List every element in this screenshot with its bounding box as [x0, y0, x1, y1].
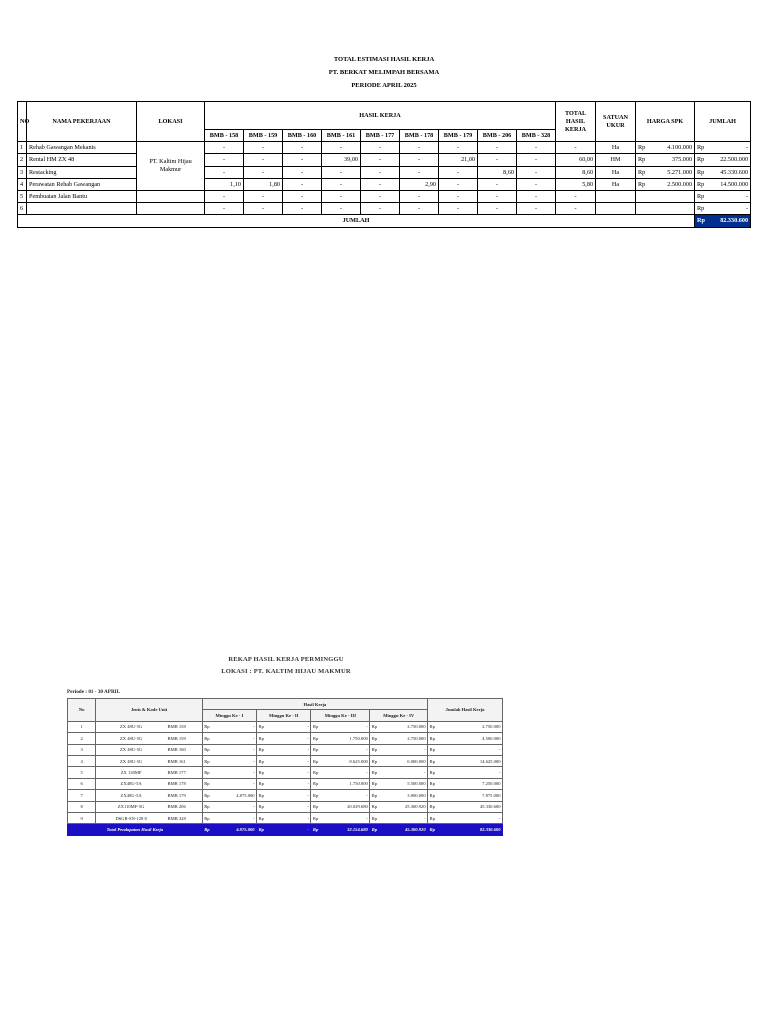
row-nama: Rehab Gawangan Mekanis	[27, 142, 137, 154]
row-satuan	[596, 190, 636, 202]
row-satuan: HM	[596, 154, 636, 166]
row-value: -	[205, 154, 244, 166]
row-value: -	[439, 142, 478, 154]
rekap-jenis: ZX110MF-5G	[96, 801, 166, 812]
unit-header: BMB - 206	[478, 130, 517, 142]
row-satuan	[596, 203, 636, 215]
rekap-jumlah: 45.330.600	[440, 801, 502, 812]
rekap-row	[68, 801, 503, 812]
rekap-no: 6	[68, 778, 96, 789]
rekap-week-value: -	[269, 790, 311, 801]
row-jumlah-rp: Rp	[695, 190, 708, 202]
row-total: -	[556, 142, 596, 154]
row-value: 1,10	[205, 178, 244, 190]
rekap-week-rp: Rp	[370, 801, 382, 812]
row-total: 60,00	[556, 154, 596, 166]
row-value: -	[517, 142, 556, 154]
report-title: TOTAL ESTIMASI HASIL KERJA	[333, 56, 435, 63]
row-harga-rp: Rp	[636, 178, 650, 190]
rekap-jenis: ZX 48U-5G	[96, 733, 166, 744]
rekap-week-value: -	[382, 812, 427, 823]
rekap-jumlah-rp: Rp	[428, 721, 440, 732]
rekap-jumlah: -	[440, 767, 502, 778]
row-jumlah: -	[708, 203, 751, 215]
row-jumlah-rp: Rp	[695, 166, 708, 178]
row-jumlah-rp: Rp	[695, 154, 708, 166]
rekap-jenis: D6GR-SN-128 8	[96, 812, 166, 823]
rekap-total-label: Total Pendapatan Hasil Kerja	[68, 824, 203, 835]
row-harga: 2.500.000	[650, 178, 695, 190]
rekap-total-jumlah-rp: Rp	[428, 824, 440, 835]
rekap-jumlah: 7.875.000	[440, 790, 502, 801]
row-total: -	[556, 203, 596, 215]
row-nama: Rental HM ZX 48	[27, 154, 137, 166]
rekap-no: 4	[68, 755, 96, 766]
row-value: -	[322, 166, 361, 178]
row-harga: 5.271.000	[650, 166, 695, 178]
row-harga-rp: Rp	[636, 166, 650, 178]
rekap-week-value: -	[323, 744, 369, 755]
row-value: -	[244, 154, 283, 166]
rekap-row	[68, 721, 503, 732]
rekap-jenis: ZX 48U-5G	[96, 744, 166, 755]
row-value: -	[322, 190, 361, 202]
row-jumlah-rp: Rp	[695, 203, 708, 215]
rekap-jumlah: 7.250.000	[440, 778, 502, 789]
rekap-col-jenis: Jenis & Kode Unit	[96, 699, 202, 722]
rekap-week-rp: Rp	[311, 733, 323, 744]
rekap-week-rp: Rp	[370, 778, 382, 789]
row-value: -	[478, 178, 517, 190]
rekap-jumlah: 2.750.000	[440, 721, 502, 732]
row-no: 2	[18, 154, 27, 166]
rekap-kode: BMB 328	[166, 812, 202, 823]
row-lokasi-empty	[137, 203, 205, 215]
rekap-periode: Periode : 01 - 30 APRIL	[67, 689, 121, 695]
rekap-week-rp: Rp	[311, 767, 323, 778]
row-value: 21,00	[439, 154, 478, 166]
rekap-week-value: 8.625.000	[323, 755, 369, 766]
rekap-row	[68, 812, 503, 823]
row-harga	[650, 203, 695, 215]
rekap-kode: BMB 179	[166, 790, 202, 801]
row-value: 39,00	[322, 154, 361, 166]
row-value: -	[439, 178, 478, 190]
row-value: -	[244, 190, 283, 202]
col-harga-spk: HARGA SPK	[636, 102, 695, 142]
rekap-week-value: -	[323, 790, 369, 801]
rekap-week-rp: Rp	[202, 755, 214, 766]
row-lokasi-empty	[137, 190, 205, 202]
period-label: PERIODE APRIL 2025	[351, 82, 417, 89]
rekap-week-value: 6.000.000	[382, 755, 427, 766]
table-row	[18, 154, 751, 166]
rekap-week-rp: Rp	[257, 721, 269, 732]
rekap-jumlah-rp: Rp	[428, 744, 440, 755]
table-row	[18, 142, 751, 154]
unit-header: BMB - 161	[322, 130, 361, 142]
rekap-kode: BMB 177	[166, 767, 202, 778]
rekap-jenis: ZX48U-5A	[96, 790, 166, 801]
total-value: 82.330.600	[708, 215, 751, 227]
rekap-week-rp: Rp	[257, 801, 269, 812]
rekap-row	[68, 744, 503, 755]
row-value: -	[517, 166, 556, 178]
row-satuan: Ha	[596, 178, 636, 190]
total-row	[18, 215, 751, 227]
row-value: -	[205, 142, 244, 154]
row-value: -	[205, 203, 244, 215]
row-value: -	[283, 203, 322, 215]
row-harga: 375.000	[650, 154, 695, 166]
rekap-week-rp: Rp	[370, 744, 382, 755]
row-value: -	[439, 190, 478, 202]
rekap-kode: BMB 160	[166, 744, 202, 755]
rekap-week-rp: Rp	[257, 790, 269, 801]
col-lokasi: LOKASI	[137, 102, 205, 142]
rekap-jenis: ZX 48U-5G	[96, 721, 166, 732]
col-jumlah: JUMLAH	[695, 102, 751, 142]
rekap-jumlah-rp: Rp	[428, 778, 440, 789]
table-row	[18, 190, 751, 202]
row-jumlah: 14.500.000	[708, 178, 751, 190]
row-jumlah: 22.500.000	[708, 154, 751, 166]
row-value: 2,90	[400, 178, 439, 190]
row-value: -	[400, 142, 439, 154]
row-value: -	[361, 142, 400, 154]
rekap-jenis: ZX 48U-5G	[96, 755, 166, 766]
rekap-no: 7	[68, 790, 96, 801]
col-hasil-kerja: HASIL KERJA	[205, 102, 556, 130]
rekap-total-week-rp: Rp	[370, 824, 382, 835]
row-harga-rp	[636, 203, 650, 215]
rekap-no: 2	[68, 733, 96, 744]
row-value: -	[517, 178, 556, 190]
row-satuan: Ha	[596, 142, 636, 154]
row-jumlah: -	[708, 142, 751, 154]
row-total: -	[556, 190, 596, 202]
row-value: -	[478, 190, 517, 202]
row-jumlah: 45.330.600	[708, 166, 751, 178]
row-value: -	[244, 142, 283, 154]
row-value: -	[400, 203, 439, 215]
row-value: 1,80	[244, 178, 283, 190]
rekap-week-value: -	[269, 744, 311, 755]
row-no: 1	[18, 142, 27, 154]
rekap-week-rp: Rp	[257, 812, 269, 823]
rekap-no: 5	[68, 767, 96, 778]
row-value: -	[517, 154, 556, 166]
row-harga: 4.100.000	[650, 142, 695, 154]
rekap-week-value: -	[269, 733, 311, 744]
rekap-week-value: -	[323, 721, 369, 732]
rekap-week-value: -	[215, 767, 257, 778]
table-row	[18, 203, 751, 215]
rekap-week-value: -	[215, 755, 257, 766]
row-value: -	[205, 166, 244, 178]
rekap-week-value: 25.300.920	[382, 801, 427, 812]
col-total-hasil: TOTAL HASIL KERJA	[556, 102, 596, 142]
rekap-week-value: -	[382, 767, 427, 778]
rekap-week-rp: Rp	[311, 744, 323, 755]
rekap-week-rp: Rp	[311, 812, 323, 823]
rekap-total-week-value: 4.875.000	[215, 824, 257, 835]
rekap-jumlah-rp: Rp	[428, 733, 440, 744]
week-header: Minggu Ke - II	[257, 710, 311, 721]
rekap-kode: BMB 159	[166, 733, 202, 744]
row-value: -	[361, 203, 400, 215]
rekap-week-rp: Rp	[311, 801, 323, 812]
rekap-no: 9	[68, 812, 96, 823]
row-value: -	[361, 178, 400, 190]
row-harga	[650, 190, 695, 202]
rekap-jumlah: 4.500.000	[440, 733, 502, 744]
row-value: -	[478, 142, 517, 154]
rekap-week-rp: Rp	[202, 812, 214, 823]
week-header: Minggu Ke - III	[311, 710, 370, 721]
rekap-no: 3	[68, 744, 96, 755]
total-label: JUMLAH	[18, 215, 695, 227]
row-value: -	[439, 203, 478, 215]
row-value: -	[283, 190, 322, 202]
rekap-no: 1	[68, 721, 96, 732]
rekap-week-value: 1.750.000	[323, 778, 369, 789]
unit-header: BMB - 328	[517, 130, 556, 142]
row-value: -	[517, 190, 556, 202]
rekap-total-week-value: -	[269, 824, 311, 835]
rekap-week-rp: Rp	[311, 755, 323, 766]
rekap-total-week-rp: Rp	[257, 824, 269, 835]
row-lokasi: PT. Kaltim Hijau Makmur	[137, 142, 205, 191]
rekap-week-value: 20.029.680	[323, 801, 369, 812]
row-no: 4	[18, 178, 27, 190]
row-value: -	[283, 178, 322, 190]
rekap-week-value: -	[269, 812, 311, 823]
rekap-row	[68, 778, 503, 789]
rekap-week-rp: Rp	[257, 778, 269, 789]
unit-header: BMB - 160	[283, 130, 322, 142]
rekap-week-value: -	[382, 744, 427, 755]
rekap-total-row	[68, 824, 503, 835]
rekap-week-value: 2.750.000	[382, 721, 427, 732]
row-no: 5	[18, 190, 27, 202]
rekap-col-jumlah: Jumlah Hasil Kerja	[428, 699, 503, 722]
rekap-week-rp: Rp	[311, 778, 323, 789]
rekap-week-rp: Rp	[370, 767, 382, 778]
col-nama-pekerjaan: NAMA PEKERJAAN	[27, 102, 137, 142]
row-value: -	[361, 166, 400, 178]
rekap-week-value: 4.875.000	[215, 790, 257, 801]
rekap-week-value: -	[269, 755, 311, 766]
rekap-week-rp: Rp	[202, 801, 214, 812]
rekap-kode: BMB 178	[166, 778, 202, 789]
rekap-jenis: ZX 130MF	[96, 767, 166, 778]
row-nama: Pembuatan Jalan Bantu	[27, 190, 137, 202]
rekap-week-value: 2.750.000	[382, 733, 427, 744]
row-harga-rp: Rp	[636, 154, 650, 166]
rekap-week-value: -	[215, 721, 257, 732]
rekap-jumlah: -	[440, 812, 502, 823]
rekap-week-value: -	[215, 812, 257, 823]
row-value: -	[400, 154, 439, 166]
rekap-week-value: -	[269, 721, 311, 732]
rekap-week-value: -	[269, 801, 311, 812]
rekap-kode: BMB 161	[166, 755, 202, 766]
rekap-week-value: -	[269, 767, 311, 778]
row-value: -	[283, 142, 322, 154]
unit-header: BMB - 178	[400, 130, 439, 142]
row-no: 6	[18, 203, 27, 215]
row-value: -	[439, 166, 478, 178]
row-value: -	[322, 142, 361, 154]
rekap-week-rp: Rp	[370, 812, 382, 823]
rekap-week-rp: Rp	[370, 721, 382, 732]
rekap-row	[68, 755, 503, 766]
rekap-row	[68, 790, 503, 801]
rekap-week-value: -	[215, 733, 257, 744]
rekap-week-value: -	[323, 767, 369, 778]
rekap-col-no: No	[68, 699, 96, 722]
row-total: 8,60	[556, 166, 596, 178]
week-header: Minggu Ke - IV	[370, 710, 428, 721]
row-jumlah-rp: Rp	[695, 178, 708, 190]
rekap-week-rp: Rp	[311, 790, 323, 801]
rekap-week-rp: Rp	[370, 790, 382, 801]
row-nama: Perawatan Rehab Gawangan	[27, 178, 137, 190]
row-value: -	[322, 178, 361, 190]
rekap-no: 8	[68, 801, 96, 812]
rekap-col-hasil: Hasil Kerja	[202, 699, 427, 710]
row-value: -	[400, 190, 439, 202]
row-value: -	[400, 166, 439, 178]
table-row	[18, 166, 751, 178]
unit-header: BMB - 179	[439, 130, 478, 142]
table-row	[18, 178, 751, 190]
row-nama: Restacking	[27, 166, 137, 178]
rekap-week-rp: Rp	[257, 767, 269, 778]
rekap-week-rp: Rp	[202, 744, 214, 755]
rekap-week-value: -	[215, 778, 257, 789]
total-rp: Rp	[695, 215, 708, 227]
company-name: PT. BERKAT MELIMPAH BERSAMA	[328, 69, 440, 76]
row-harga-rp	[636, 190, 650, 202]
row-value: -	[361, 190, 400, 202]
rekap-week-rp: Rp	[202, 767, 214, 778]
row-value: -	[205, 190, 244, 202]
rekap-jumlah-rp: Rp	[428, 812, 440, 823]
rekap-week-value: -	[215, 801, 257, 812]
rekap-week-rp: Rp	[257, 755, 269, 766]
rekap-jumlah-rp: Rp	[428, 790, 440, 801]
rekap-week-rp: Rp	[202, 790, 214, 801]
rekap-row	[68, 767, 503, 778]
row-value: -	[244, 203, 283, 215]
rekap-week-value: -	[215, 744, 257, 755]
row-value: -	[517, 203, 556, 215]
week-header: Minggu Ke - I	[202, 710, 256, 721]
row-no: 3	[18, 166, 27, 178]
rekap-title: REKAP HASIL KERJA PERMINGGU	[228, 656, 344, 663]
row-value: -	[283, 154, 322, 166]
rekap-jumlah-rp: Rp	[428, 767, 440, 778]
rekap-total-week-rp: Rp	[202, 824, 214, 835]
rekap-week-rp: Rp	[257, 744, 269, 755]
row-jumlah: -	[708, 190, 751, 202]
rekap-week-value: 5.500.000	[382, 778, 427, 789]
rekap-week-rp: Rp	[311, 721, 323, 732]
rekap-total-week-value: 32.154.680	[323, 824, 369, 835]
unit-header: BMB - 159	[244, 130, 283, 142]
rekap-week-value: 3.000.000	[382, 790, 427, 801]
rekap-jumlah-rp: Rp	[428, 801, 440, 812]
row-jumlah-rp: Rp	[695, 142, 708, 154]
rekap-jumlah: -	[440, 744, 502, 755]
row-harga-rp: Rp	[636, 142, 650, 154]
rekap-total-jumlah: 82.330.600	[440, 824, 502, 835]
rekap-week-rp: Rp	[370, 755, 382, 766]
row-value: -	[478, 154, 517, 166]
rekap-jumlah: 14.625.000	[440, 755, 502, 766]
row-nama	[27, 203, 137, 215]
rekap-kode: BMB 158	[166, 721, 202, 732]
rekap-row	[68, 733, 503, 744]
rekap-kode: BMB 206	[166, 801, 202, 812]
row-value: 8,60	[478, 166, 517, 178]
rekap-total-week-value: 45.300.920	[382, 824, 427, 835]
row-value: -	[283, 166, 322, 178]
rekap-week-rp: Rp	[370, 733, 382, 744]
estimasi-table	[17, 101, 751, 228]
rekap-week-rp: Rp	[202, 733, 214, 744]
rekap-week-rp: Rp	[257, 733, 269, 744]
row-satuan: Ha	[596, 166, 636, 178]
rekap-location: LOKASI : PT. KALTIM HIJAU MAKMUR	[221, 668, 351, 675]
rekap-week-value: 1.750.000	[323, 733, 369, 744]
row-value: -	[244, 166, 283, 178]
col-no: NO	[18, 102, 27, 142]
rekap-week-rp: Rp	[202, 721, 214, 732]
rekap-total-week-rp: Rp	[311, 824, 323, 835]
row-value: -	[361, 154, 400, 166]
rekap-week-value: -	[323, 812, 369, 823]
row-total: 5,80	[556, 178, 596, 190]
rekap-table	[67, 698, 503, 836]
col-satuan: SATUAN UKUR	[596, 102, 636, 142]
unit-header: BMB - 158	[205, 130, 244, 142]
rekap-week-rp: Rp	[202, 778, 214, 789]
rekap-week-value: -	[269, 778, 311, 789]
row-value: -	[322, 203, 361, 215]
rekap-jumlah-rp: Rp	[428, 755, 440, 766]
rekap-jenis: ZX48U-5A	[96, 778, 166, 789]
unit-header: BMB - 177	[361, 130, 400, 142]
row-value: -	[478, 203, 517, 215]
